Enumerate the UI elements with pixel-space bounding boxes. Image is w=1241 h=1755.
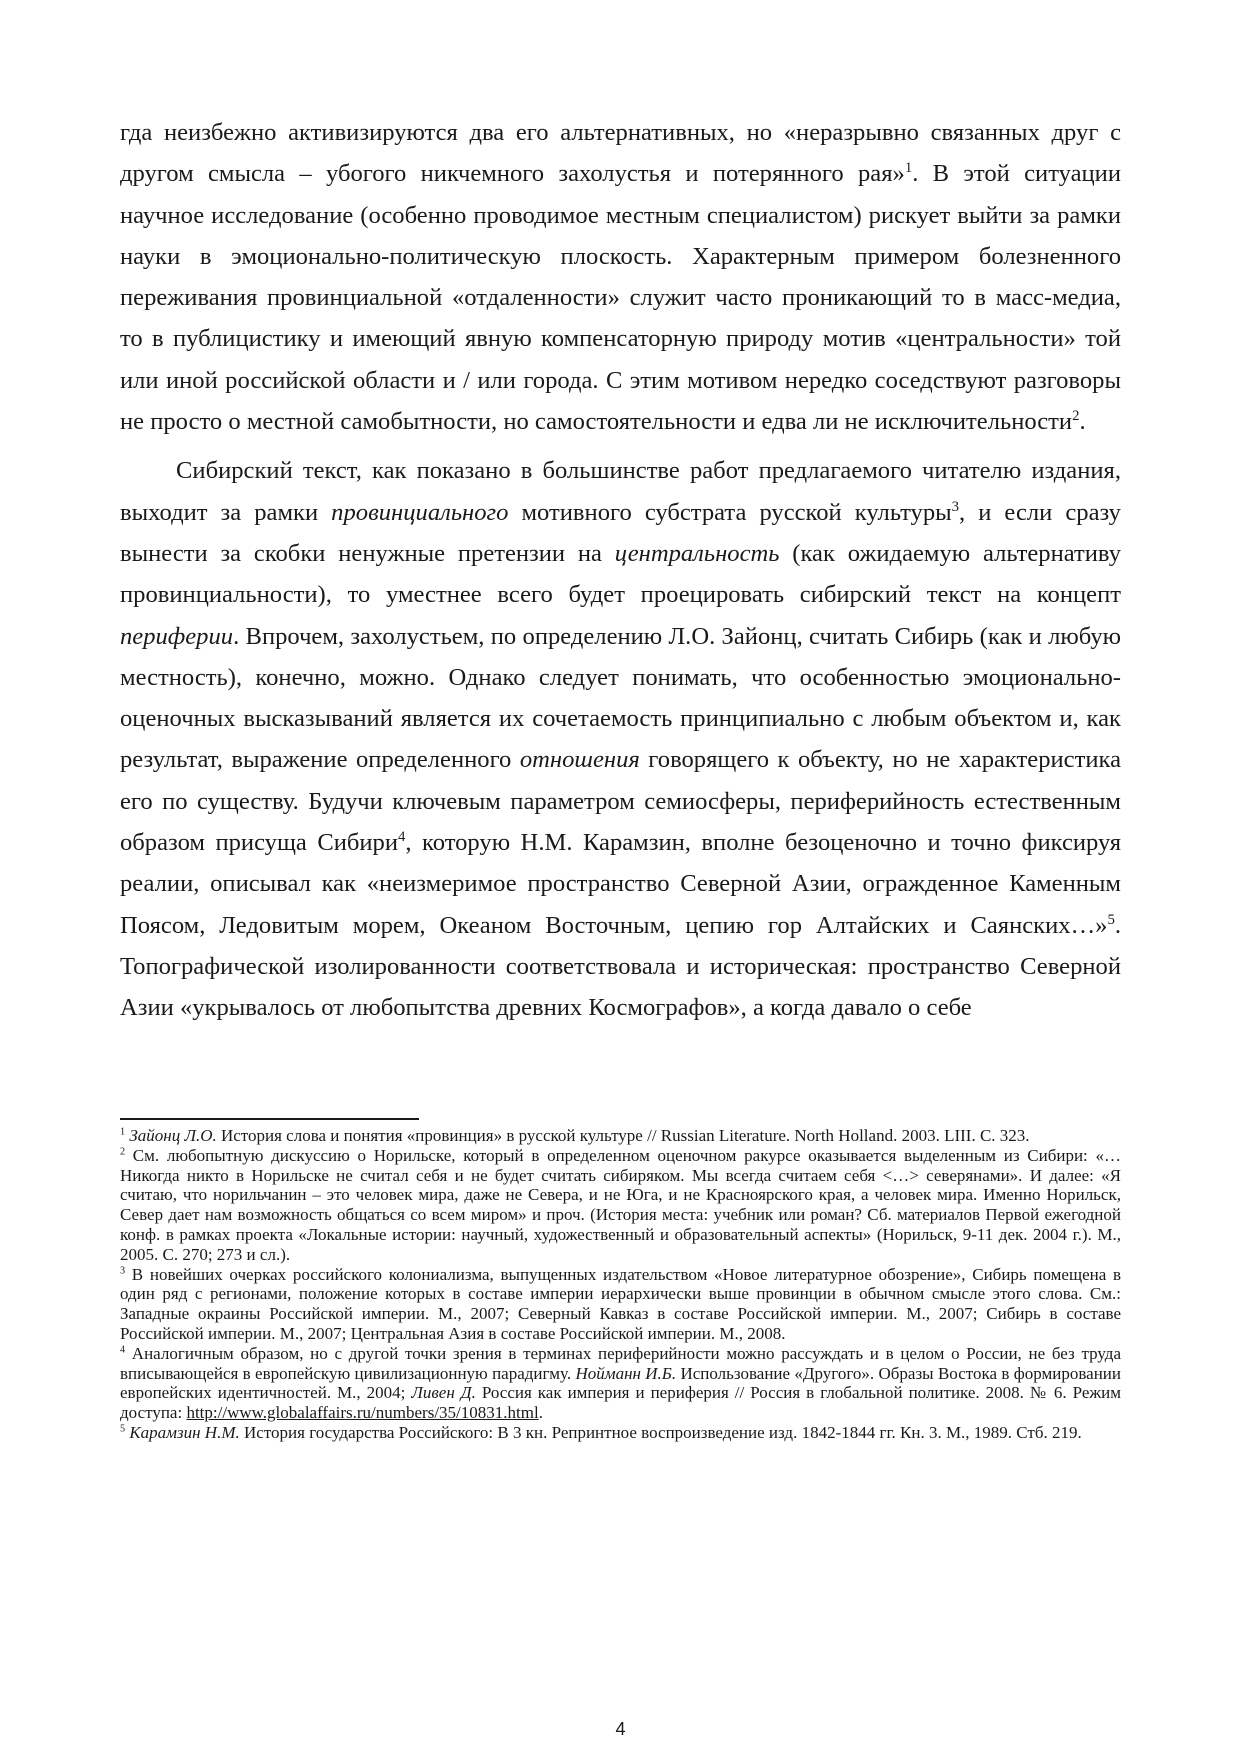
footnote-link[interactable]: http://www.globalaffairs.ru/numbers/35/10831.html	[186, 1403, 539, 1423]
footnote-number: 4	[120, 1344, 126, 1356]
footnote-number: 1	[120, 1126, 126, 1138]
italic-text: центральность	[614, 539, 780, 567]
footnote-number: 2	[120, 1146, 126, 1158]
italic-text: Карамзин Н.М.	[129, 1422, 240, 1442]
page-number: 4	[615, 1719, 626, 1739]
footnote-item	[120, 1265, 1121, 1344]
footnote-reference: 1	[904, 160, 913, 177]
text-run: История государства Российского: В 3 кн. Репринтное воспроизведение изд. 1842-1844 гг. Кн. 3. М., 1989. Стб. 219.	[239, 1422, 1082, 1442]
text-run: История слова и понятия «провинция» в русской культуре // Russian Literature. North Holland. 2003. LIII. С. 323.	[216, 1126, 1030, 1145]
footnote-item	[120, 1126, 1121, 1146]
italic-text: Ливен Д.	[411, 1383, 476, 1403]
text-run: . Топографической изолированности соответствовала и историческая: пространство Северной Азии «укрывалось от любопытства древних Космографов», а когда давало о себе	[120, 911, 1121, 1022]
text-run: .	[538, 1403, 543, 1423]
footnote-number: 5	[120, 1423, 126, 1435]
footnote-item	[120, 1344, 1121, 1423]
footnotes-section	[120, 1126, 1121, 1443]
text-run: , и если сразу вынести за скобки ненужные претензии на	[120, 498, 1121, 567]
text-run: Россия как империя и периферия // Россия в глобальной политике. 2008. № 6. Режим доступа:	[120, 1383, 1121, 1423]
italic-text: Нойманн И.Б.	[575, 1363, 677, 1383]
footnote-number: 3	[120, 1264, 126, 1276]
footnote-item	[120, 1146, 1121, 1265]
footnote-item	[120, 1423, 1121, 1443]
footnote-reference: 2	[1072, 407, 1080, 424]
footnote-separator	[120, 1118, 419, 1120]
italic-text: отношения	[519, 746, 640, 774]
text-run: (как ожидаемую альтернативу провинциальности), то уместнее всего будет проецировать сибирский текст на концепт	[120, 539, 1122, 609]
body-paragraph	[120, 112, 1121, 442]
text-run: .	[1079, 408, 1086, 436]
text-run: , которую Н.М. Карамзин, вполне безоценочно и точно фиксируя реалии, описывал как «неизмеримое пространство Северной Азии, огражденное Каменным Поясом, Ледовитым морем, Океаном Восточным, цепию гор Алтайских и Саянских…»	[120, 829, 1122, 939]
text-run: Сибирский текст, как показано в большинстве работ предлагаемого читателю издания, выходит за рамки	[120, 457, 1121, 526]
text-run: . В этой ситуации научное исследование (особенно проводимое местным специалистом) рискует выйти за рамки науки в эмоционально-политическую плоскость. Характерным примером болезненного переживания провинциальной «отдаленности» служит часто проникающий то в масс-медиа, то в публицистику и имеющий явную компенсаторную природу мотив «центральности» той или иной российской области и / или города. С этим мотивом нередко соседствуют разговоры не просто о местной самобытности, но самостоятельности и едва ли не исключительности	[120, 160, 1121, 436]
text-run: говорящего к объекту, но не характеристика его по существу. Будучи ключевым параметром семиосферы, периферийность естественным образом присуща Сибири	[120, 746, 1121, 857]
text-run: Использование «Другого». Образы Востока в формировании европейских идентичностей. М., 2004;	[120, 1363, 1121, 1403]
text-run: Аналогичным образом, но с другой точки зрения в терминах периферийности можно рассуждать и в целом о России, не без труда вписывающейся в европейскую цивилизационную парадигму.	[120, 1343, 1121, 1383]
italic-text: Зайонц Л.О.	[129, 1126, 217, 1145]
body-paragraph	[120, 450, 1121, 1028]
footnote-reference: 3	[951, 498, 960, 515]
main-body-text	[120, 112, 1121, 1029]
text-run: мотивного субстрата русской культуры	[508, 498, 952, 526]
text-run: См. любопытную дискуссию о Норильске, который в определенном оценочном ракурсе оказывается выделенным из Сибири: «…Никогда никто в Норильске не считал себя и не будет считать сибиряком. Мы всегда считаем себя <…> северянами». И далее: «Я считаю, что норильчанин – это человек мира, даже не Севера, и не Юга, и не Красноярского края, а человек мира. Именно Норильск, Север дает нам возможность общаться со всем миром» и проч. (История места: учебник или роман? Сб. материалов Первой ежегодной конф. в рамках проекта «Локальные истории: научный, художественный и образовательный аспекты» (Норильск, 9-11 дек. 2004 г.). М., 2005. С. 270; 273 и сл.).	[120, 1145, 1121, 1264]
footnote-reference: 4	[398, 828, 406, 845]
italic-text: периферии	[120, 622, 234, 650]
text-run: гда неизбежно активизируются два его альтернативных, но «неразрывно связанных друг с другом смысла – убогого никчемного захолустья и потерянного рая»	[120, 119, 1121, 188]
text-run: В новейших очерках российского колониализма, выпущенных издательством «Новое литературное обозрение», Сибирь помещена в один ряд с регионами, положение которых в составе империи иерархически выше провинции в обычном смысле этого слова. См.: Западные окраины Российской империи. М., 2007; Северный Кавказ в составе Российской империи. М., 2007; Сибирь в составе Российской империи. М., 2007; Центральная Азия в составе Российской империи. М., 2008.	[120, 1264, 1121, 1343]
text-run: . Впрочем, захолустьем, по определению Л.О. Зайонц, считать Сибирь (как и любую местность), конечно, можно. Однако следует понимать, что особенностью эмоционально-оценочных высказываний является их сочетаемость принципиально с любым объектом и, как результат, выражение определенного	[120, 622, 1121, 774]
italic-text: провинциального	[331, 498, 509, 526]
footnote-reference: 5	[1107, 911, 1115, 928]
